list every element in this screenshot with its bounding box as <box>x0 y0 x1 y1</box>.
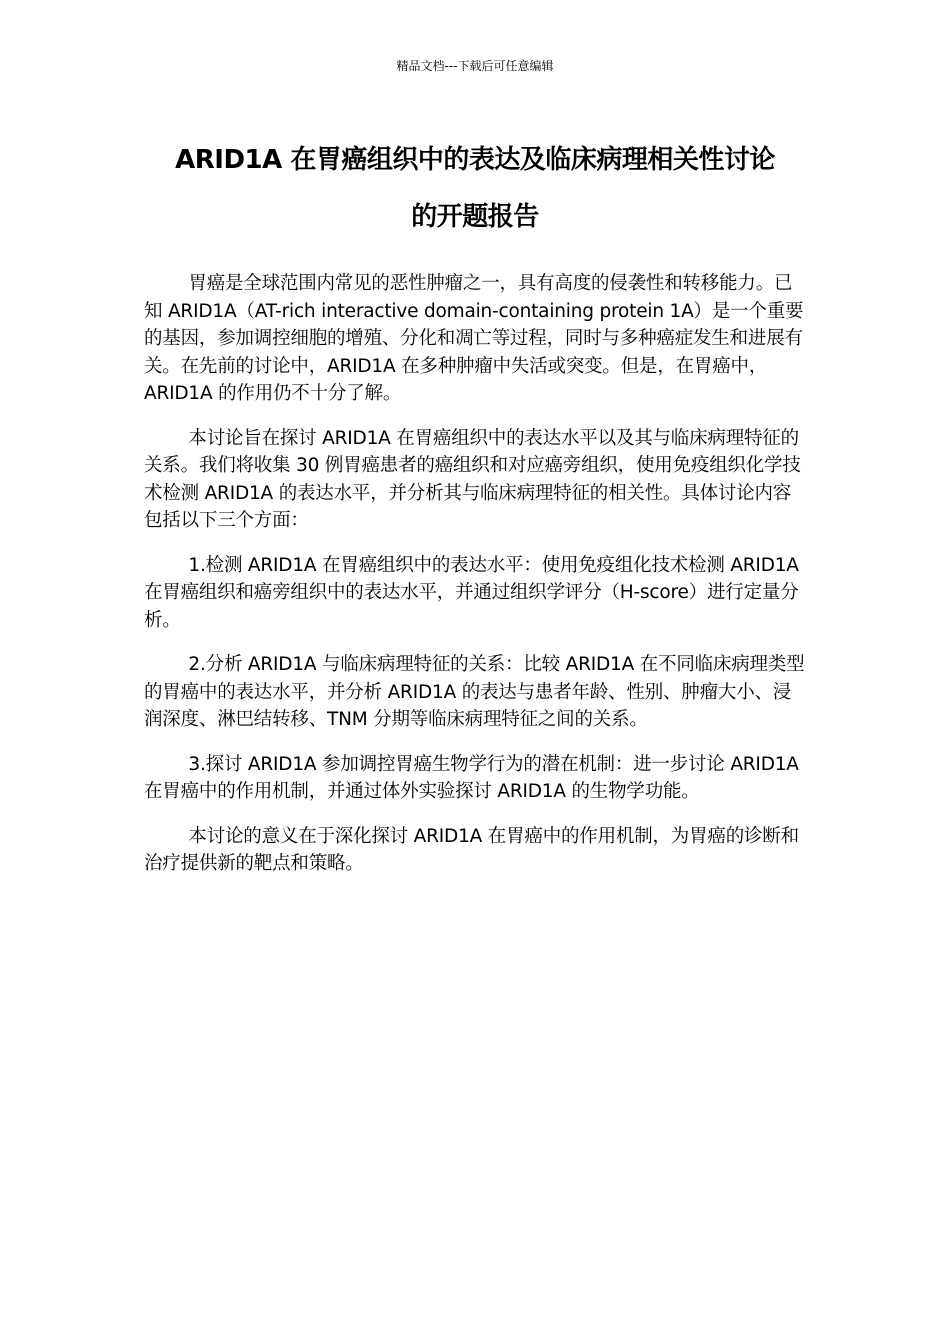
document-body <box>144 270 806 895</box>
paragraph-intro: 胃癌是全球范围内常见的恶性肿瘤之一，具有高度的侵袭性和转移能力。已知 ARID1A（AT-rich interactive domain-containing protein 1A）是一个重要的基因，参加调控细胞的增殖、分化和凋亡等过程，同时与多种癌症发生和进展有关。在先前的讨论中，ARID1A 在多种肿瘤中失活或突变。但是，在胃癌中，ARID1A 的作用仍不十分了解。 <box>144 273 804 404</box>
header-note: 精品文档---下载后可任意编辑 <box>396 59 554 73</box>
paragraph-item-2: 2.分析 ARID1A 与临床病理特征的关系：比较 ARID1A 在不同临床病理类型的胃癌中的表达水平，并分析 ARID1A 的表达与患者年龄、性别、肿瘤大小、浸润深度、淋巴结转移、TNM 分期等临床病理特征之间的关系。 <box>144 654 805 730</box>
paragraph-aim: 本讨论旨在探讨 ARID1A 在胃癌组织中的表达水平以及其与临床病理特征的关系。我们将收集 30 例胃癌患者的癌组织和对应癌旁组织，使用免疫组织化学技术检测 ARID1A 的表达水平，并分析其与临床病理特征的相关性。具体讨论内容包括以下三个方面： <box>144 427 801 531</box>
title-line-2: 的开题报告 <box>411 202 539 232</box>
paragraph-item-3: 3.探讨 ARID1A 参加调控胃癌生物学行为的潜在机制：进一步讨论 ARID1A 在胃癌中的作用机制，并通过体外实验探讨 ARID1A 的生物学功能。 <box>144 753 799 802</box>
document-title <box>140 132 810 246</box>
title-line-1: ARID1A 在胃癌组织中的表达及临床病理相关性讨论 <box>175 145 775 175</box>
paragraph-item-1: 1.检测 ARID1A 在胃癌组织中的表达水平：使用免疫组化技术检测 ARID1A 在胃癌组织和癌旁组织中的表达水平，并通过组织学评分（H-score）进行定量分析。 <box>144 554 799 631</box>
paragraph-significance: 本讨论的意义在于深化探讨 ARID1A 在胃癌中的作用机制，为胃癌的诊断和治疗提供新的靶点和策略。 <box>144 825 799 874</box>
